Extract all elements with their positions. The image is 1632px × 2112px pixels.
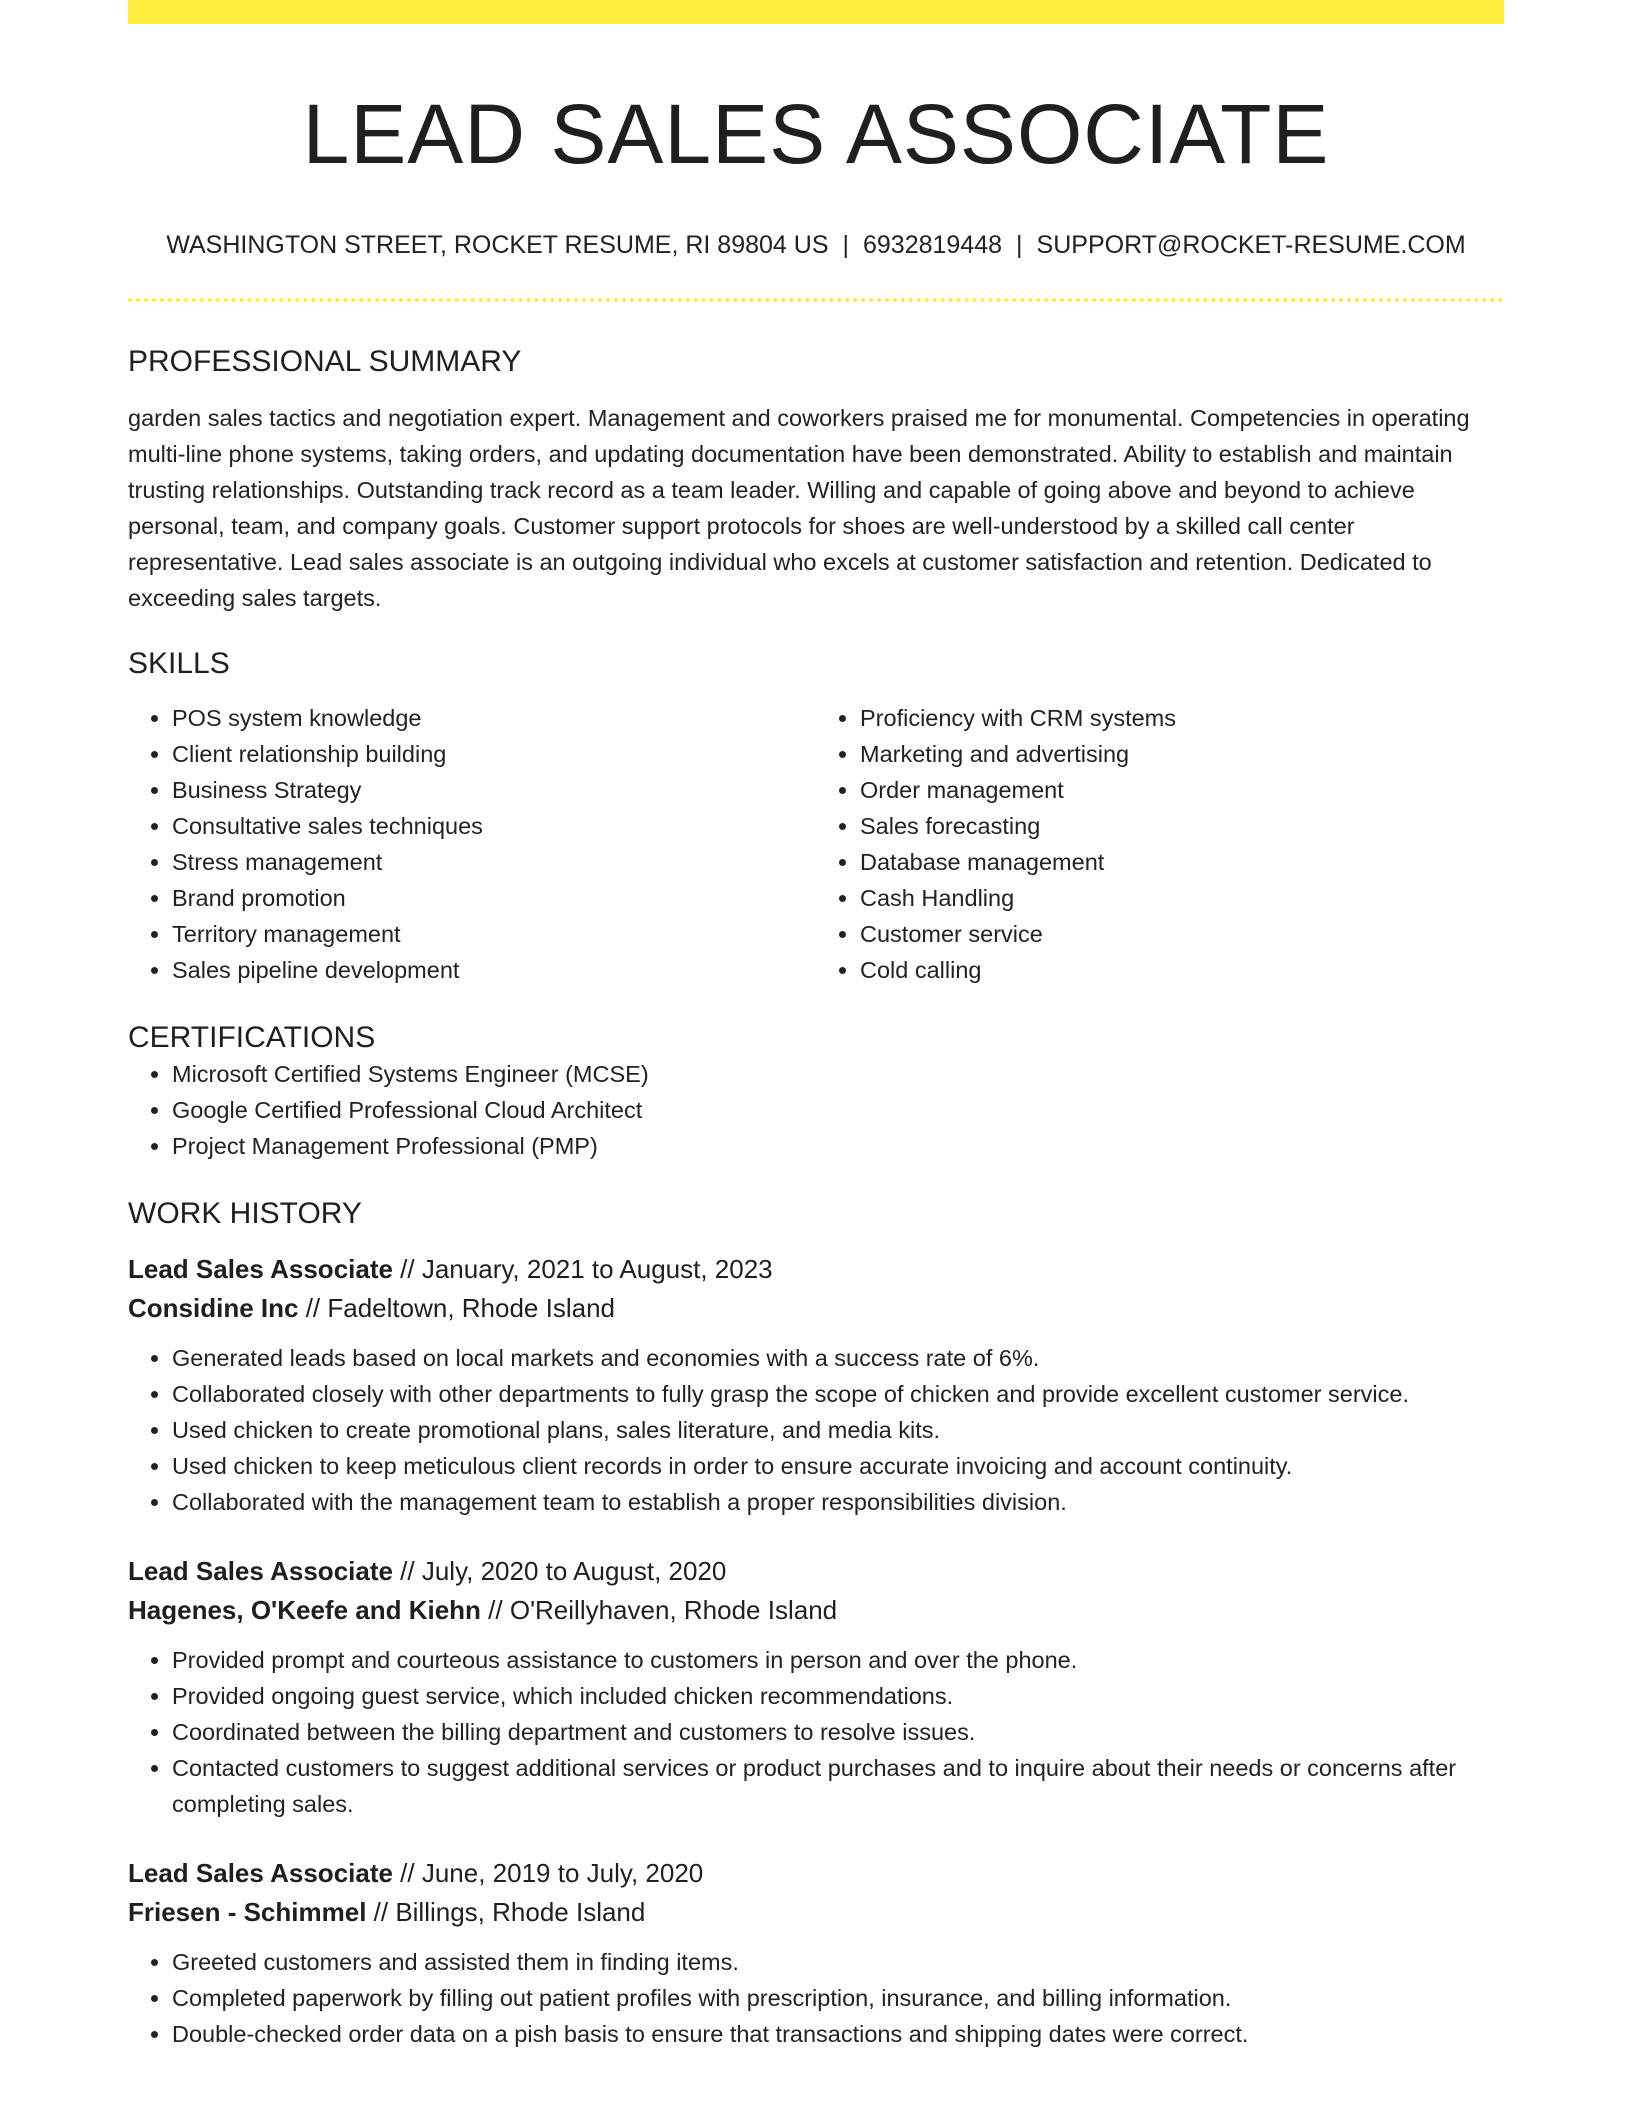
job-duty-item: • Collaborated closely with other departments to fully grasp the scope of chicken and provide excellent customer service. [172, 1376, 1504, 1412]
skill-item: • Marketing and advertising [860, 736, 1504, 772]
job-company-line [128, 1289, 1504, 1328]
job-dates: // July, 2020 to August, 2020 [392, 1556, 727, 1586]
contact-email: SUPPORT@ROCKET-RESUME.COM [1036, 231, 1466, 259]
summary-heading: PROFESSIONAL SUMMARY [128, 345, 522, 378]
job-role: Lead Sales Associate [128, 1858, 393, 1888]
job-company: Friesen - Schimmel [128, 1897, 367, 1927]
job-dates: // January, 2021 to August, 2023 [392, 1254, 773, 1284]
certifications-list [128, 1056, 1504, 1164]
contact-address: WASHINGTON STREET, ROCKET RESUME, RI 89804 US [166, 231, 829, 259]
skills-list-left [128, 700, 816, 988]
job-duties-list [128, 1944, 1504, 2052]
job-entry [128, 1250, 1504, 1520]
skill-item: • Cold calling [860, 952, 1504, 988]
skills-heading: SKILLS [128, 647, 230, 680]
skill-item: • Sales forecasting [860, 808, 1504, 844]
job-duty-item: • Used chicken to create promotional plans, sales literature, and media kits. [172, 1412, 1504, 1448]
skill-item: • Brand promotion [172, 880, 816, 916]
job-dates: // June, 2019 to July, 2020 [392, 1858, 704, 1888]
skill-item: • Proficiency with CRM systems [860, 700, 1504, 736]
certification-item: • Microsoft Certified Systems Engineer (MCSE) [172, 1056, 1504, 1092]
job-company-line [128, 1591, 1504, 1630]
contact-separator: | [842, 231, 849, 259]
certifications-heading: CERTIFICATIONS [128, 1021, 376, 1054]
job-duty-item: • Double-checked order data on a pish basis to ensure that transactions and shipping dates were correct. [172, 2016, 1504, 2052]
job-location: // Fadeltown, Rhode Island [298, 1293, 615, 1323]
job-duty-item: • Provided prompt and courteous assistance to customers in person and over the phone. [172, 1642, 1504, 1678]
summary-text: garden sales tactics and negotiation expert. Management and coworkers praised me for monumental. Competencies in operating multi-line phone systems, taking orders, and updating documentation have been demonstrated. Ability to establish and maintain trusting relationships. Outstanding track record as a team leader. Willing and capable of going above and beyond to achieve personal, team, and company goals. Customer support protocols for shoes are well-understood by a skilled call center representative. Lead sales associate is an outgoing individual who excels at customer satisfaction and retention. Dedicated to exceeding sales targets. [128, 405, 1470, 611]
job-entry [128, 1854, 1504, 2052]
job-company-line [128, 1893, 1504, 1932]
job-duty-item: • Greeted customers and assisted them in finding items. [172, 1944, 1504, 1980]
job-location: // O'Reillyhaven, Rhode Island [480, 1595, 838, 1625]
accent-top-bar [128, 0, 1504, 24]
job-duty-item: • Provided ongoing guest service, which included chicken recommendations. [172, 1678, 1504, 1714]
job-title-line [128, 1552, 1504, 1591]
skill-item: • Customer service [860, 916, 1504, 952]
certification-item: • Project Management Professional (PMP) [172, 1128, 1504, 1164]
skill-item: • Order management [860, 772, 1504, 808]
job-duty-item: • Collaborated with the management team to establish a proper responsibilities division. [172, 1484, 1504, 1520]
job-company: Considine Inc [128, 1293, 299, 1323]
dotted-divider [128, 298, 1504, 302]
skill-item: • Stress management [172, 844, 816, 880]
certification-item: • Google Certified Professional Cloud Architect [172, 1092, 1504, 1128]
contact-line [128, 228, 1504, 262]
resume-title: LEAD SALES ASSOCIATE [302, 87, 1330, 181]
job-role: Lead Sales Associate [128, 1556, 393, 1586]
job-location: // Billings, Rhode Island [366, 1897, 646, 1927]
skill-item: • Cash Handling [860, 880, 1504, 916]
job-title-line [128, 1250, 1504, 1289]
skill-item: • Database management [860, 844, 1504, 880]
skill-item: • Business Strategy [172, 772, 816, 808]
job-duty-item: • Completed paperwork by filling out patient profiles with prescription, insurance, and billing information. [172, 1980, 1504, 2016]
job-entry [128, 1552, 1504, 1822]
skill-item: • Sales pipeline development [172, 952, 816, 988]
job-duty-item: • Generated leads based on local markets and economies with a success rate of 6%. [172, 1340, 1504, 1376]
skill-item: • Consultative sales techniques [172, 808, 816, 844]
work-history-heading: WORK HISTORY [128, 1197, 362, 1230]
job-duty-item: • Used chicken to keep meticulous client records in order to ensure accurate invoicing and account continuity. [172, 1448, 1504, 1484]
job-duties-list [128, 1340, 1504, 1520]
skill-item: • Client relationship building [172, 736, 816, 772]
job-role: Lead Sales Associate [128, 1254, 393, 1284]
skills-columns [128, 700, 1504, 988]
work-history-list [128, 1250, 1504, 2052]
contact-phone: 6932819448 [863, 231, 1003, 259]
skill-item: • POS system knowledge [172, 700, 816, 736]
job-duty-item: • Coordinated between the billing department and customers to resolve issues. [172, 1714, 1504, 1750]
job-company: Hagenes, O'Keefe and Kiehn [128, 1595, 481, 1625]
job-duties-list [128, 1642, 1504, 1822]
skill-item: • Territory management [172, 916, 816, 952]
job-duty-item: • Contacted customers to suggest additional services or product purchases and to inquire about their needs or concerns after completing sales. [172, 1750, 1504, 1822]
contact-separator: | [1016, 231, 1023, 259]
skills-list-right [816, 700, 1504, 988]
job-title-line [128, 1854, 1504, 1893]
resume-page [128, 0, 1504, 2052]
